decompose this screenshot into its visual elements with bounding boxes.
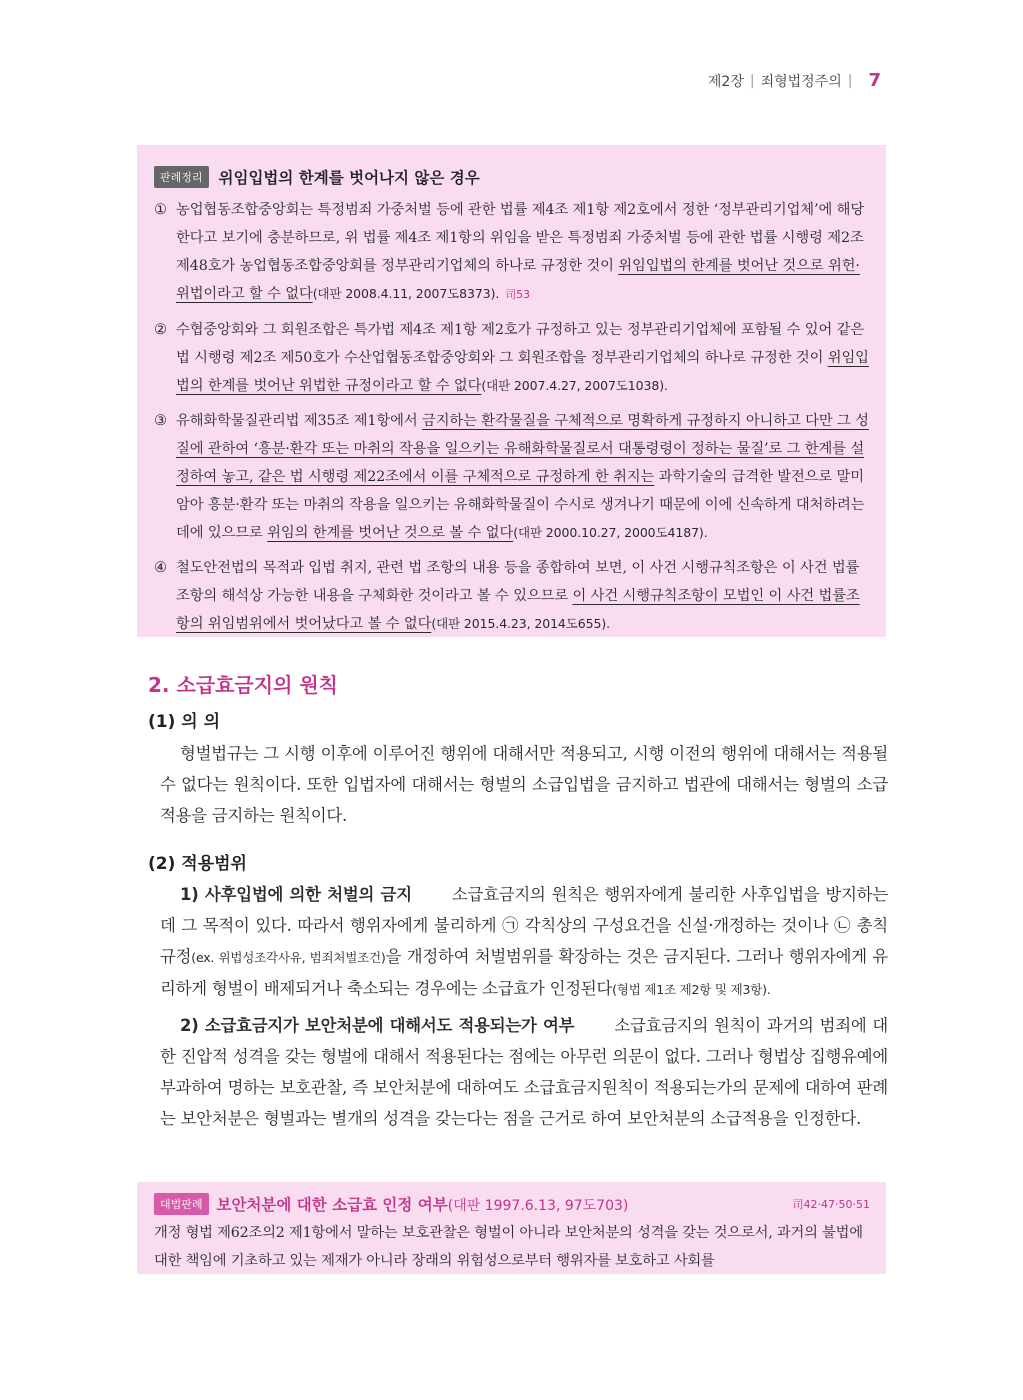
supreme-court-case-box	[137, 1182, 886, 1274]
case-citation: (대판 2015.4.23, 2014도655).	[431, 616, 610, 631]
box-title	[217, 1193, 629, 1215]
subsection-heading: (1) 의 의	[148, 712, 221, 732]
body-paragraph	[160, 1010, 888, 1134]
case-citation: (대판 2008.4.11, 2007도8373).	[312, 286, 500, 301]
page-number: 7	[868, 70, 881, 91]
run-in-heading: 1) 사후입법에 의한 처벌의 금지	[180, 885, 412, 904]
exam-ref: 司53	[505, 288, 530, 301]
inline-note: (ex. 위법성조각사유, 범죄처벌조건)	[191, 950, 386, 965]
header-separator: |	[749, 72, 755, 89]
run-in-heading: 2) 소급효금지가 보안처분에 대해서도 적용되는가 여부	[180, 1016, 575, 1035]
subsection-heading: (2) 적용범위	[148, 854, 247, 874]
item-text: 철도안전법의 목적과 입법 취지, 관련 법 조항의 내용 등을 종합하여 보면, 이 사건 시행규칙조항은 이 사건 법률조항의 해석상 가능한 내용을 구체화한 것이라고 볼 수 있으므로	[176, 560, 860, 604]
item-number: ③	[154, 413, 167, 429]
paragraph-text: 을 개정하여 처벌범위를 확장하는 것은 금지된다. 그러나 행위자에게 유리하게 형벌이 배제되거나 축소되는 경우에는 소급효가 인정된다	[160, 947, 888, 998]
item-underlined-text: 이 사건 시행규칙조항이 모법인 이 사건 법률조항의 위임범위에서 벗어났다고 볼 수 없다	[176, 588, 860, 632]
case-citation: (대판 2007.4.27, 2007도1038).	[481, 378, 668, 393]
item-text: 농업협동조합중앙회는 특정범죄 가중처벌 등에 관한 법률 제4조 제1항 제2호에서 정한 ‘정부관리기업체’에 해당한다고 보기에 충분하므로, 위 법률 제4조 제1항의 위임을 받은 특정범죄 가중처벌 등에 관한 법률 시행령 제2조 제48호가 농업협동조합중앙회를 정부관리기업체의 하나로 규정한 것이	[176, 202, 865, 274]
item-underlined-text: 위임입법의 한계를 벗어난 위법한 규정이라고 할 수 없다	[176, 350, 869, 394]
item-underlined-text: 위임의 한계를 벗어난 것으로 볼 수 없다	[267, 525, 514, 541]
case-citation: (대판 1997.6.13, 97도703)	[447, 1198, 629, 1214]
box-header	[154, 164, 870, 190]
body-paragraph: 형벌법규는 그 시행 이후에 이루어진 행위에 대해서만 적용되고, 시행 이전의 행위에 대해서는 적용될 수 없다는 원칙이다. 또한 입법자에 대해서는 형벌의 소급입법을 금지하고 법관에 대해서는 형벌의 소급적용을 금지하는 원칙이다.	[160, 744, 888, 825]
item-number: ④	[154, 560, 167, 576]
case-summary-tag: 판례정리	[154, 166, 209, 188]
chapter-title: 죄형법정주의	[760, 73, 842, 90]
item-text: 과학기술의 급격한 발전으로 말미암아 흥분·환각 또는 마취의 작용을 일으키는 유해화학물질이 수시로 생겨나기 때문에 이에 신속하게 대처하려는 데에 있으므로	[176, 469, 865, 541]
box-title-text: 보안처분에 대한 소급효 인정 여부	[216, 1196, 448, 1214]
header-separator: |	[847, 72, 853, 89]
section-title: 2. 소급효금지의 원칙	[148, 673, 338, 697]
item-number: ②	[154, 322, 167, 338]
item-underlined-text: 금지하는 환각물질을 구체적으로 명확하게 규정하지 아니하고 다만 그 성질에 관하여 ‘흥분·환각 또는 마취의 작용을 일으키는 유해화학물질로서 대통령령이 정하는 물질’로 그 한계를 설정하여 놓고, 같은 법 시행령 제22조에서 이를 구체적으로 규정하게 한 취지는	[176, 413, 869, 485]
body-paragraph	[160, 879, 888, 1005]
exam-ref: 司42·47·50·51	[792, 1198, 870, 1211]
case-item	[154, 407, 870, 547]
item-number: ①	[154, 202, 167, 218]
case-item	[154, 554, 870, 638]
item-text: 유해화학물질관리법 제35조 제1항에서	[176, 413, 422, 429]
running-header	[708, 70, 881, 91]
item-underlined-text: 위임입법의 한계를 벗어난 것으로 위헌·위법이라고 할 수 없다	[176, 258, 860, 302]
supreme-court-tag: 대법판례	[154, 1193, 209, 1215]
box-header	[154, 1191, 870, 1217]
box-text: 개정 형법 제62조의2 제1항에서 말하는 보호관찰은 형벌이 아니라 보안처분의 성격을 갖는 것으로서, 과거의 불법에 대한 책임에 기초하고 있는 제재가 아니라 장래의 위험성으로부터 행위자를 보호하고 사회를	[154, 1225, 863, 1269]
inline-note: (형법 제1조 제2항 및 제3항).	[612, 982, 771, 997]
case-item	[154, 316, 870, 400]
case-citation: (대판 2000.10.27, 2000도4187).	[513, 525, 708, 540]
box-header-left	[154, 1193, 628, 1215]
paragraph-text: 소급효금지의 원칙은 행위자에게 불리한 사후입법을 방지하는데 그 목적이 있다. 따라서 행위자에게 불리하게 ㉠ 각칙상의 구성요건을 신설·개정하는 것이나 ㉡ 총칙규정	[160, 885, 888, 966]
chapter-label: 제2장	[707, 73, 744, 90]
case-item	[154, 196, 870, 309]
item-text: 수협중앙회와 그 회원조합은 특가법 제4조 제1항 제2호가 규정하고 있는 정부관리기업체에 포함될 수 있어 같은 법 시행령 제2조 제50호가 수산업협동조합중앙회와 그 회원조합을 정부관리기업체의 하나로 규정한 것이	[176, 322, 865, 366]
paragraph-text: 소급효금지의 원칙이 과거의 범죄에 대한 진압적 성격을 갖는 형벌에 대해서 적용된다는 점에는 아무런 의문이 없다. 그러나 형법상 집행유예에 부과하여 명하는 보호관찰, 즉 보안처분에 대하여도 소급효금지원칙이 적용되는가의 문제에 대하여 판례는 보안처분은 형벌과는 별개의 성격을 갖는다는 점을 근거로 하여 보안처분의 소급적용을 인정한다.	[160, 1016, 888, 1128]
box-title: 위임입법의 한계를 벗어나지 않은 경우	[218, 169, 480, 187]
case-summary-box	[137, 145, 886, 637]
